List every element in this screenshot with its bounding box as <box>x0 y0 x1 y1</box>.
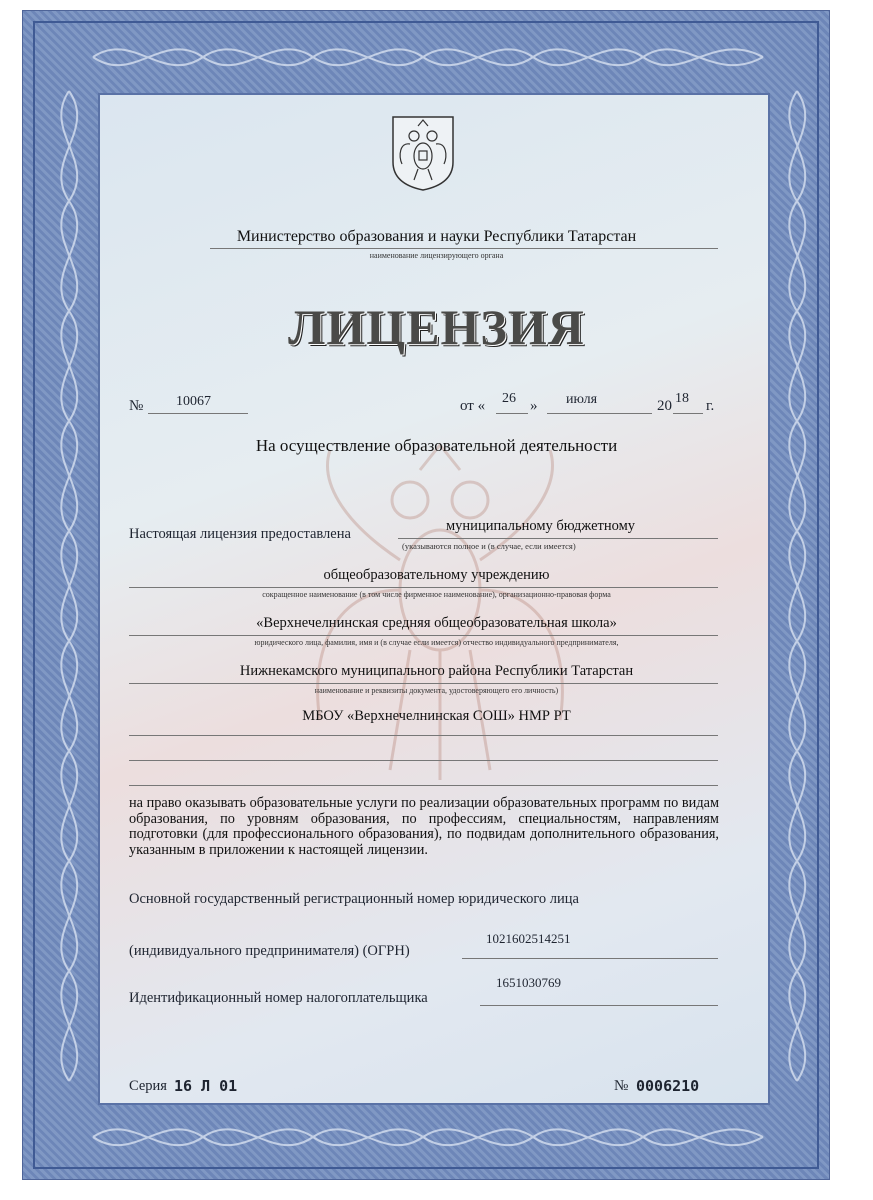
frame-ornament-bottom <box>83 1105 773 1169</box>
blank-number: 0006210 <box>636 1077 700 1095</box>
rights-paragraph: на право оказывать образовательные услуги по реализации образовательных программ по видам образования, по уровням образования, по профессиям, специальностям, направлениям подготовки (для профессионального образования), по подвидам дополнительного образования, указанным в приложении к настоящей лицензии. <box>129 795 719 858</box>
granted-label: Настоящая лицензия предоставлена <box>129 526 351 542</box>
holder-underline-2 <box>129 587 718 588</box>
date-year-prefix: 20 <box>657 398 672 414</box>
series-label: Серия <box>129 1078 167 1094</box>
date-year-unit: г. <box>706 398 715 414</box>
holder-underline-7 <box>129 785 718 786</box>
authority-underline <box>210 248 718 249</box>
series-value: 16 Л 01 <box>174 1077 238 1095</box>
holder-caption-4: наименование и реквизиты документа, удостоверяющего его личность) <box>314 686 559 695</box>
holder-line-3: «Верхнечелнинская средняя общеобразовательная школа» <box>256 615 617 631</box>
date-day: 26 <box>502 391 516 406</box>
frame-ornament-top <box>83 25 773 89</box>
holder-underline-1 <box>398 538 718 539</box>
document-title: ЛИЦЕНЗИЯ <box>288 299 585 355</box>
number-underline <box>148 413 248 414</box>
ogrn-underline <box>462 958 718 959</box>
holder-underline-4 <box>129 683 718 684</box>
holder-caption-3: юридического лица, фамилия, имя и (в случае если имеется) отчество индивидуального предпринимателя, <box>254 638 619 647</box>
licensing-authority: Министерство образования и науки Республики Татарстан <box>236 228 637 245</box>
inn-underline <box>480 1005 718 1006</box>
month-underline <box>547 413 652 414</box>
date-from-label: от « <box>460 398 486 414</box>
holder-underline-3 <box>129 635 718 636</box>
date-close-quote: » <box>530 398 538 414</box>
coat-of-arms-icon <box>388 112 458 192</box>
ogrn-label-2: (индивидуального предпринимателя) (ОГРН) <box>129 943 410 959</box>
license-number: 10067 <box>176 394 211 409</box>
holder-line-4: Нижнекамского муниципального района Республики Татарстан <box>239 663 634 679</box>
blank-number-label: № <box>614 1078 629 1094</box>
number-label: № <box>129 398 144 414</box>
ogrn-value: 1021602514251 <box>486 931 571 946</box>
ogrn-label-1: Основной государственный регистрационный номер юридического лица <box>129 891 579 907</box>
holder-underline-5 <box>129 735 718 736</box>
holder-line-1: муниципальному бюджетному <box>446 518 636 534</box>
holder-short-name: МБОУ «Верхнечелнинская СОШ» НМР РТ <box>302 708 571 724</box>
year-underline <box>673 413 703 414</box>
holder-underline-6 <box>129 760 718 761</box>
activity-subtitle: На осуществление образовательной деятельности <box>255 436 618 455</box>
authority-caption: наименование лицензирующего органа <box>369 251 504 260</box>
holder-line-2: общеобразовательному учреждению <box>323 567 550 583</box>
inn-label: Идентификационный номер налогоплательщика <box>129 990 428 1006</box>
holder-caption-2: сокращенное наименование (в том числе фирменное наименование), организационно-правовая форма <box>262 590 611 599</box>
holder-caption-1: (указываются полное и (в случае, если имеется) <box>402 541 576 551</box>
day-underline <box>496 413 528 414</box>
inn-value: 1651030769 <box>496 975 561 990</box>
date-month: июля <box>566 392 598 407</box>
date-year-suffix: 18 <box>675 391 689 406</box>
